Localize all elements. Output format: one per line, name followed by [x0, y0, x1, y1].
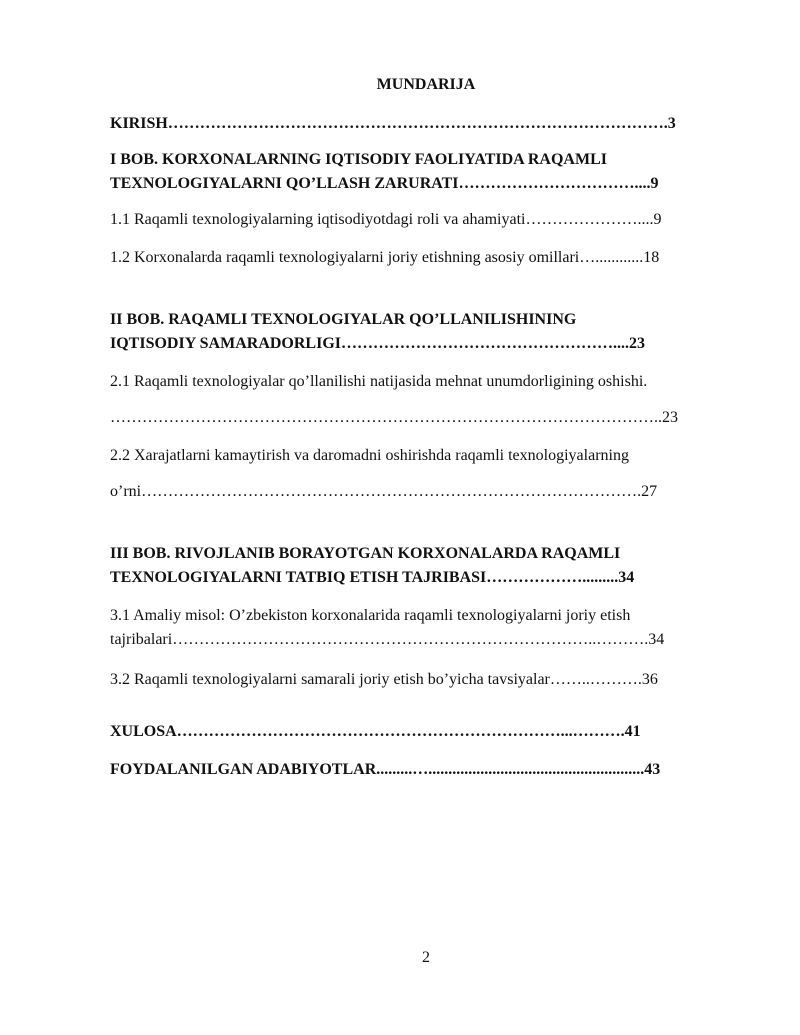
page-number: 2 — [422, 949, 430, 966]
toc-chapter-3-line-2: TEXNOLOGIYALARNI TATBIQ ETISH TAJRIBASI……………….........34 — [110, 569, 635, 586]
toc-section-3-1-line-1: 3.1 Amaliy misol: O’zbekiston korxonalarida raqamli texnologiyalarni joriy etish — [110, 607, 631, 624]
toc-section-2-1-line-1: 2.1 Raqamli texnologiyalar qo’llanilishi natijasida mehnat unumdorligining oshishi. — [110, 373, 648, 390]
toc-section-1-1: 1.1 Raqamli texnologiyalarning iqtisodiyotdagi roli va ahamiyati…………………....9 — [110, 211, 662, 228]
toc-chapter-2-line-1: II BOB. RAQAMLI TEXNOLOGIYALAR QO’LLANILISHINING — [110, 311, 577, 328]
toc-section-2-2-line-2: o’rni………………………………………………………………………………….27 — [110, 483, 658, 500]
toc-entry-xulosa: XULOSA………………………………………………………………...……….41 — [110, 723, 641, 740]
toc-section-1-2: 1.2 Korxonalarda raqamli texnologiyalarni joriy etishning asosiy omillari…............18 — [110, 249, 660, 266]
toc-section-2-2-line-1: 2.2 Xarajatlarni kamaytirish va daromadni oshirishda raqamli texnologiyalarning — [110, 447, 629, 464]
toc-chapter-2-line-2: IQTISODIY SAMARADORLIGI……………………………………………....23 — [110, 335, 645, 352]
toc-chapter-3-line-1: III BOB. RIVOJLANIB BORAYOTGAN KORXONALARDA RAQAMLI — [110, 545, 621, 562]
toc-chapter-1-line-2: TEXNOLOGIYALARNI QO’LLASH ZARURATI……………………………....9 — [110, 175, 659, 192]
toc-section-3-2: 3.2 Raqamli texnologiyalarni samarali joriy etish bo’yicha tavsiyalar……..……….36 — [110, 671, 658, 688]
toc-section-2-1-line-2: …………………………………………………………………………………………..23 — [110, 409, 678, 426]
toc-entry-adabiyotlar: FOYDALANILGAN ADABIYOTLAR.........…......................................................43 — [110, 761, 661, 778]
toc-chapter-1-line-1: I BOB. KORXONALARNING IQTISODIY FAOLIYATIDA RAQAMLI — [110, 151, 607, 168]
page-title: MUNDARIJA — [376, 76, 476, 93]
toc-section-3-1-line-2: tajribalari……………………………………………………………………..……….34 — [110, 631, 665, 648]
toc-entry-kirish: KIRISH………………………………………………………………………………….3 — [110, 115, 676, 132]
document-page — [110, 0, 742, 1035]
